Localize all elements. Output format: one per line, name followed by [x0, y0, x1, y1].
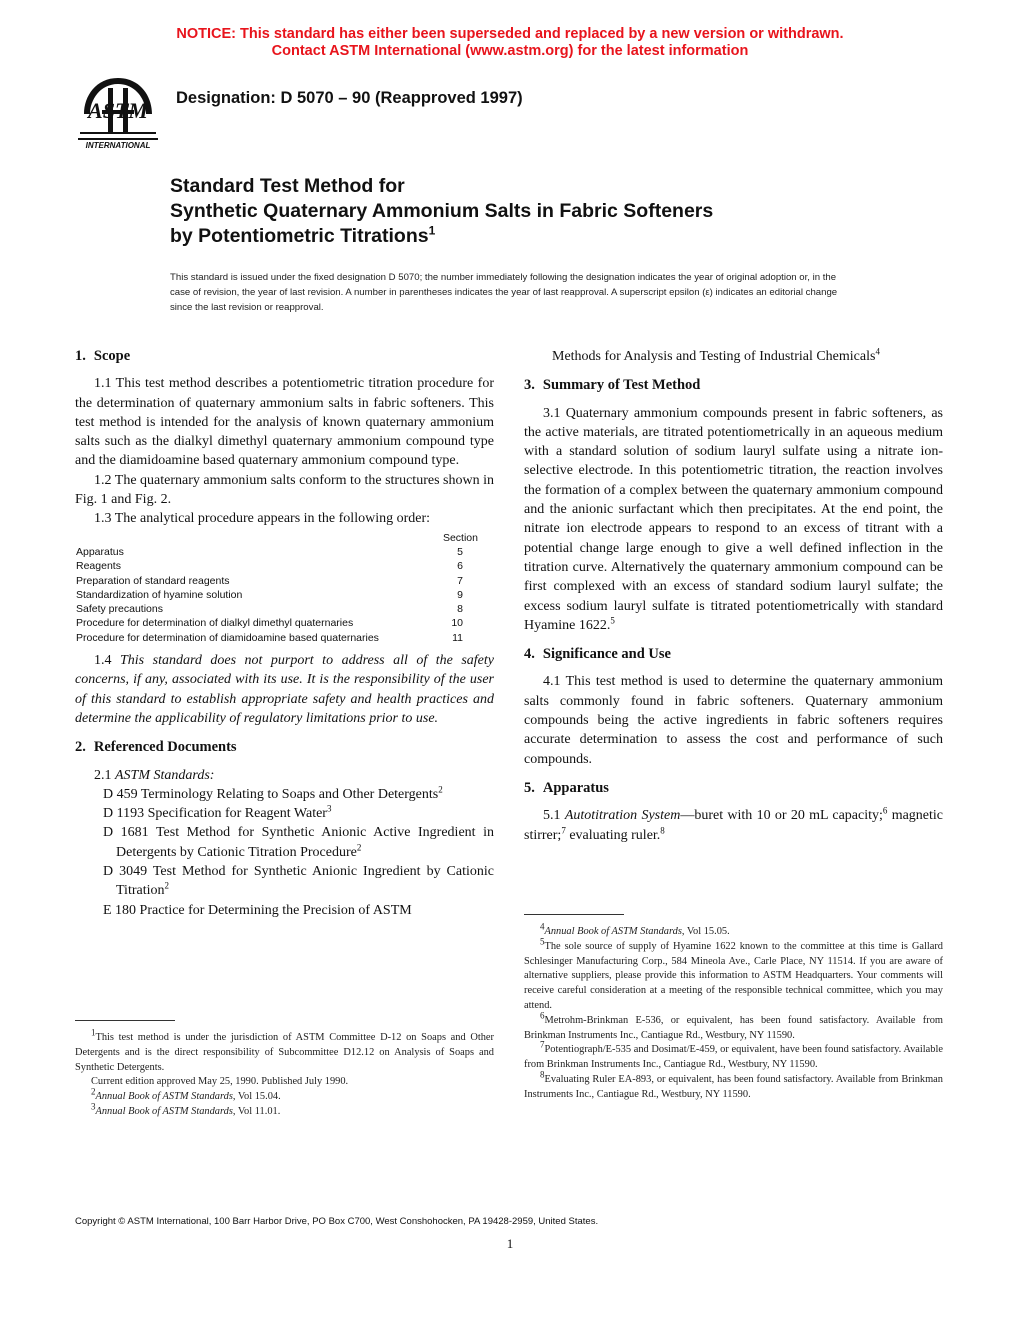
toc-label: Standardization of hyamine solution — [76, 588, 243, 601]
toc-section-number: 9 — [457, 588, 463, 601]
referenced-document: D 459 Terminology Relating to Soaps and Other Detergents$^2$ — [103, 784, 443, 802]
section-heading-significance: 4. Significance and Use — [524, 646, 671, 663]
section-heading-apparatus: 5. Apparatus — [524, 779, 609, 796]
toc-row — [76, 616, 494, 630]
toc-row — [76, 588, 494, 602]
notice-line-1: NOTICE: This standard has either been superseded and replaced by a new version or withdrawn. — [176, 26, 844, 42]
toc-header: Section — [442, 531, 478, 544]
document-title — [170, 174, 713, 249]
referenced-document: D 1681 Test Method for Synthetic Anionic Active Ingredient in Detergents by Cationic Titration Procedure$^2$ — [103, 825, 494, 860]
referenced-document: D 1193 Specification for Reagent Water$^3$ — [103, 803, 332, 822]
footnote: $^6$Metrohm-Brinkman E-536, or equivalent, has been found satisfactory. Available from Brinkman Instruments Inc., Cantiague Rd., Westbury, NY 11590. — [524, 1010, 943, 1041]
paragraph-4-1: 4.1 This test method is used to determine the quaternary ammonium salts commonly found in fabric softeners. Quaternary ammonium compounds being the active ingredients in fabric softeners requires accurate determination to assess the cost and performance of such compounds. — [524, 674, 943, 767]
section-heading-summary: 3. Summary of Test Method — [524, 377, 701, 394]
toc-label: Apparatus — [76, 545, 124, 558]
superseded-notice — [0, 26, 1020, 60]
toc-section-number: 8 — [457, 603, 463, 616]
referenced-document: E 180 Practice for Determining the Precision of ASTM — [103, 902, 412, 918]
logo-lettering: ASTM — [88, 98, 148, 123]
paragraph-1-2: 1.2 The quaternary ammonium salts conform to the structures shown in Fig. 1 and Fig. 2. — [75, 472, 494, 508]
notice-line-2: Contact ASTM International (www.astm.org) for the latest information — [271, 43, 749, 59]
astm-logo — [72, 74, 164, 152]
section-heading-referenced: 2. Referenced Documents — [75, 739, 237, 756]
right-footnotes — [524, 914, 943, 1103]
toc-label: Procedure for determination of dialkyl dimethyl quaternaries — [76, 617, 354, 630]
left-column — [75, 347, 494, 920]
paragraph-3-1: 3.1 Quaternary ammonium compounds present in fabric softeners, as the active materials, are titrated potentiometrically in an aqueous medium with a standard solution of sodium lauryl sulfate using a nitrate ion-selective electrode. In this potentiometric titration, the reaction involves the formation of a complex between the quaternary ammonium compound and the anionic surfactant which then precipitates. At the end point, the nitrate ion electrode appears to respond to an excess of titrant with a potential change large enough to give a well defined inflection in the titration curve. Alternatively the quaternary ammonium compound can be first complexed with an excess of standard sodium lauryl sulfate; the excess sodium lauryl sulfate is titrated potentiometrically with standard Hyamine 1622.$^5$ — [524, 405, 943, 633]
toc-row — [76, 559, 494, 573]
footnote: Current edition approved May 25, 1990. Published July 1990. — [91, 1076, 349, 1088]
toc-label: Preparation of standard reagents — [76, 574, 230, 587]
toc-label: Reagents — [76, 560, 121, 573]
toc-label: Safety precautions — [76, 603, 163, 616]
title-line-3: by Potentiometric Titrations$^1$ — [170, 223, 436, 247]
section-heading-scope: 1. Scope — [75, 348, 131, 364]
paragraph-2-1: 2.1 ASTM Standards: — [94, 767, 215, 783]
right-column — [524, 347, 943, 845]
paragraph-5-1: 5.1 Autotitration System—buret with 10 or 20 mL capacity;$^6$ magnetic stirrer;$^7$ evaluating ruler.$^8$ — [524, 805, 944, 843]
toc-label: Procedure for determination of diamidoamine based quaternaries — [76, 631, 379, 644]
copyright: Copyright © ASTM International, 100 Barr Harbor Drive, PO Box C700, West Conshohocken, PA 19428-2959, United States. — [75, 1216, 599, 1227]
referenced-document: D 3049 Test Method for Synthetic Anionic Ingredient by Cationic Titration$^2$ — [103, 864, 494, 899]
title-line-1: Standard Test Method for — [170, 175, 405, 197]
page-number: 1 — [506, 1236, 514, 1251]
footnote: $^3$Annual Book of ASTM Standards, Vol 11.01. — [91, 1101, 281, 1117]
logo-subtext: INTERNATIONAL — [85, 141, 151, 150]
left-footnotes — [75, 1020, 494, 1120]
designation: Designation: D 5070 – 90 (Reapproved 1997) — [176, 89, 523, 107]
title-line-2: Synthetic Quaternary Ammonium Salts in Fabric Softeners — [170, 200, 714, 222]
footnote: $^5$The sole source of supply of Hyamine 1622 known to the committee at this time is Gallard Schlesinger Manufacturing Corp., 584 Mineola Ave., Carle Place, NY 11514. If you are aware of alternative suppliers, please provide this information to ASTM Headquarters. Your comments will receive careful consideration at a meeting of the responsible technical committee, which you may attend. — [524, 936, 943, 1011]
procedure-order-table — [76, 531, 494, 645]
issued-note: This standard is issued under the fixed designation D 5070; the number immediately following the designation indicates the year of original adoption or, in the case of revision, the year of last revision. A number in parentheses indicates the year of last reapproval. A superscript epsilon (ε) indicates an editorial change since the last revision or reapproval. — [170, 272, 838, 313]
reference-continued: Methods for Analysis and Testing of Industrial Chemicals$^4$ — [552, 346, 880, 364]
toc-section-number: 6 — [457, 560, 463, 573]
toc-row — [76, 631, 494, 645]
paragraph-1-4: 1.4 This standard does not purport to address all of the safety concerns, if any, associated with its use. It is the responsibility of the user of this standard to establish appropriate safety and health practices and determine the applicability of regulatory limitations prior to use. — [75, 653, 494, 726]
toc-section-number: 10 — [451, 617, 463, 630]
toc-row — [76, 545, 494, 559]
footnote: $^2$Annual Book of ASTM Standards, Vol 15.04. — [91, 1086, 281, 1103]
footnote: $^1$This test method is under the jurisdiction of ASTM Committee D-12 on Soaps and Other Detergents and is the direct responsibility of Subcommittee D12.12 on Analysis of Soaps and Synthetic Detergents. — [75, 1027, 494, 1073]
paragraph-1-1: 1.1 This test method describes a potentiometric titration procedure for the determination of quaternary ammonium salts in fabric softeners. This test method is intended for the analysis of known quaternary ammonium salts such as the dialkyl dimethyl quaternary ammonium compound type and the diamidoamine based quaternary ammonium compound type. — [75, 376, 494, 469]
title-footnote-ref: 1 — [428, 223, 436, 238]
toc-section-number: 5 — [457, 545, 463, 558]
toc-section-number: 7 — [457, 574, 463, 587]
paragraph-1-3: 1.3 The analytical procedure appears in the following order: — [94, 511, 431, 527]
toc-row — [76, 574, 494, 588]
footnote: $^4$Annual Book of ASTM Standards, Vol 15.05. — [540, 921, 730, 937]
footnote: $^7$Potentiograph/E-535 and Dosimat/E-459, or equivalent, have been found satisfactory. Available from Brinkman Instruments Inc., Cantiague Rd., Westbury, NY 11590. — [524, 1039, 943, 1071]
toc-section-number: 11 — [452, 631, 463, 644]
footnote: $^8$Evaluating Ruler EA-893, or equivalent, has been found satisfactory. Available from Brinkman Instruments Inc., Cantiague Rd., Westbury, NY 11590. — [524, 1069, 943, 1100]
toc-row — [76, 602, 494, 616]
